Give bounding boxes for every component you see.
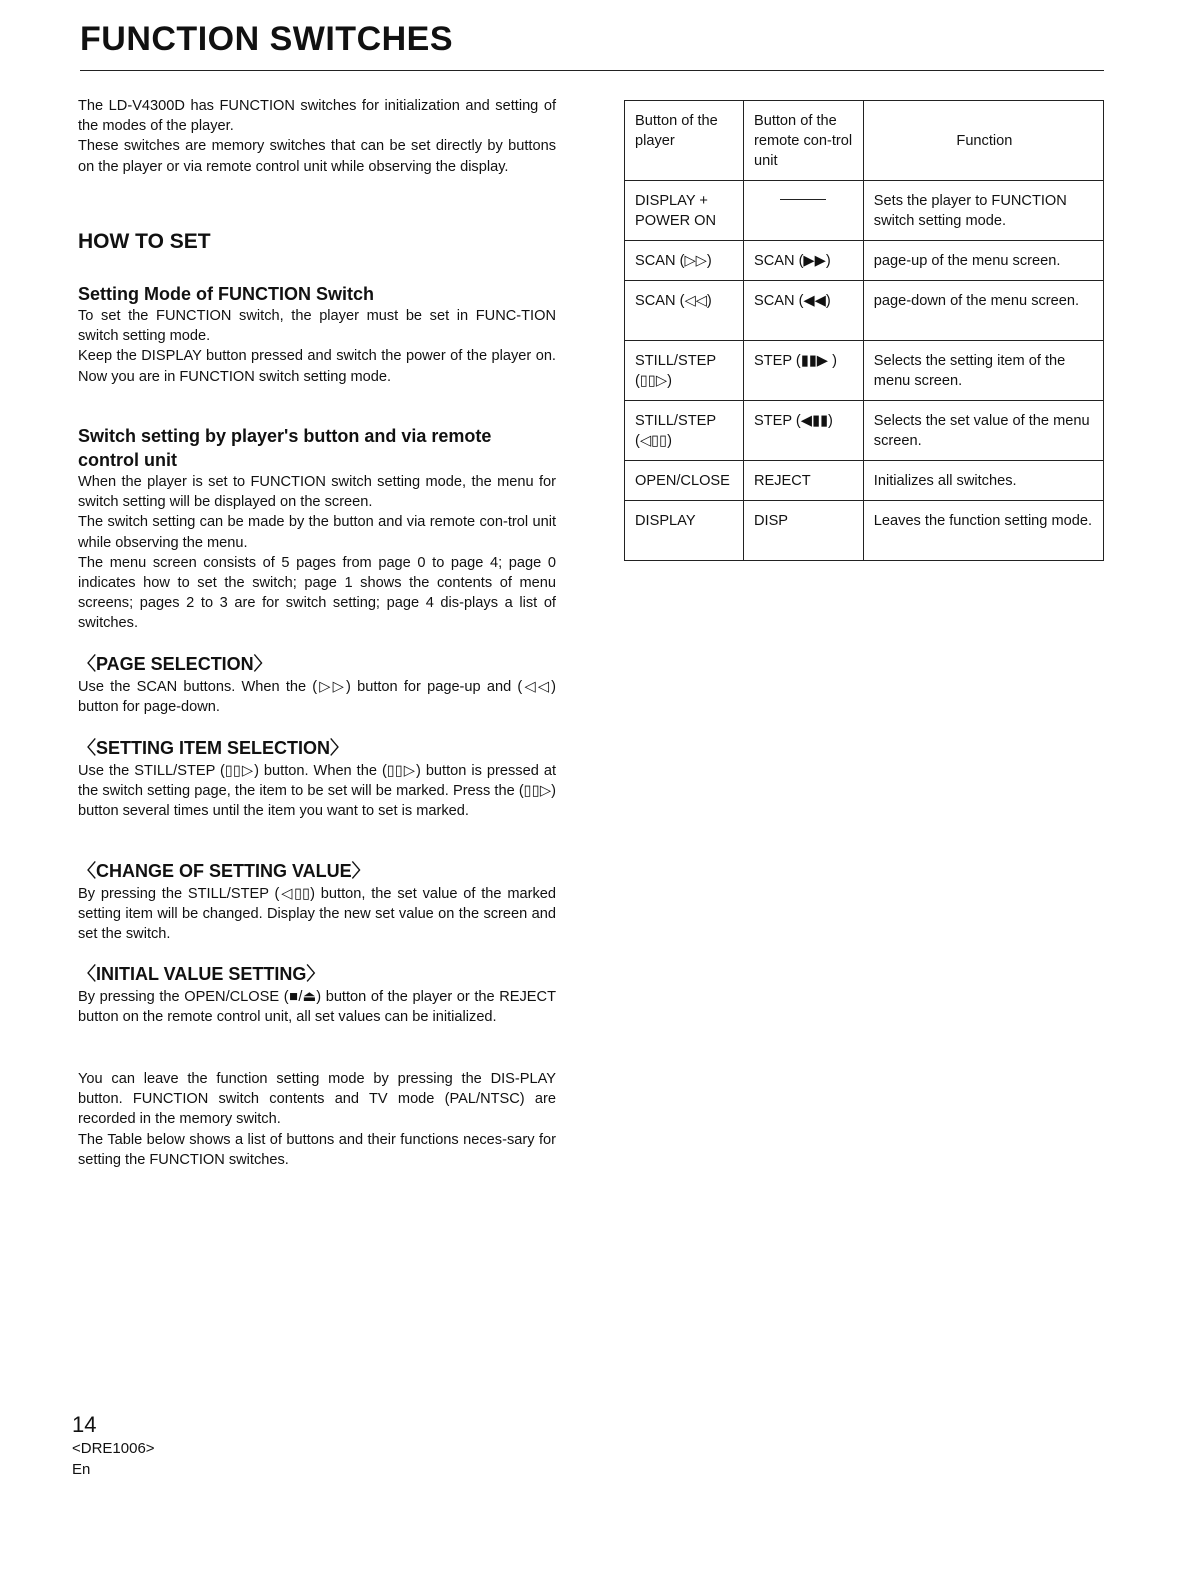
how-to-set-heading [78, 232, 556, 252]
item-selection-section [78, 735, 556, 822]
setting-mode-section [78, 282, 556, 387]
leave-section [78, 1069, 556, 1170]
subsection-heading: 〈PAGE SELECTION〉 [78, 654, 272, 674]
table-cell [743, 181, 863, 241]
page-title: FUNCTION SWITCHES [80, 20, 454, 58]
table-row [625, 281, 1104, 341]
body-paragraph: By pressing the OPEN/CLOSE (■/⏏) button of the player or the REJECT button on the remote control unit, all set values can be initialized. [78, 989, 556, 1026]
table-cell: Selects the setting item of the menu screen. [863, 341, 1103, 401]
body-paragraph: The Table below shows a list of buttons and their functions neces-sary for setting the FUNCTION switches. [78, 1131, 556, 1168]
section-heading: HOW TO SET [78, 230, 211, 253]
change-value-section [78, 858, 556, 945]
table-cell: page-down of the menu screen. [863, 281, 1103, 341]
table-cell: STILL/STEP (◁▯▯) [625, 401, 744, 461]
body-paragraph: By pressing the STILL/STEP (◁▯▯) button, the set value of the marked setting item will be changed. Display the new set value on the screen and set the switch. [78, 886, 556, 943]
column-header: Function [863, 101, 1103, 181]
page-number: 14 [72, 1412, 97, 1437]
table-row [625, 461, 1104, 501]
body-paragraph: When the player is set to FUNCTION switch setting mode, the menu for switch setting will be displayed on the screen. [78, 474, 556, 511]
table-row [625, 181, 1104, 241]
table-cell: OPEN/CLOSE [625, 461, 744, 501]
page-selection-section [78, 651, 556, 717]
intro-paragraph: The LD-V4300D has FUNCTION switches for initialization and setting of the modes of the player. [78, 98, 556, 135]
table-cell: STILL/STEP (▯▯▷) [625, 341, 744, 401]
page-footer [72, 1412, 155, 1480]
body-paragraph: The menu screen consists of 5 pages from page 0 to page 4; page 0 indicates how to set the switch; page 1 shows the contents of menu screens; pages 2 to 3 are for switch setting; page 4 dis-plays a list of switches. [78, 554, 556, 632]
intro-paragraph: These switches are memory switches that can be set directly by buttons on the player or via remote control unit while observing the display. [78, 138, 556, 175]
table-cell: SCAN (◀◀) [743, 281, 863, 341]
initial-value-section [78, 961, 556, 1027]
subsection-heading: 〈SETTING ITEM SELECTION〉 [78, 738, 349, 758]
subsection-heading: Switch setting by player's button and via remote control unit [78, 426, 492, 470]
table-cell: SCAN (◁◁) [625, 281, 744, 341]
body-paragraph: The switch setting can be made by the button and via remote con-trol unit while observing the menu. [78, 514, 556, 551]
body-paragraph: You can leave the function setting mode by pressing the DIS-PLAY button. FUNCTION switch contents and TV mode (PAL/NTSC) are recorded in the memory switch. [78, 1071, 556, 1128]
column-header: Button of the remote con-trol unit [743, 101, 863, 181]
table-cell: DISPLAY + POWER ON [625, 181, 744, 241]
body-paragraph: Keep the DISPLAY button pressed and switch the power of the player on. Now you are in FUNCTION switch setting mode. [78, 348, 556, 385]
subsection-heading: 〈CHANGE OF SETTING VALUE〉 [78, 861, 370, 881]
table-cell: DISP [743, 501, 863, 561]
table-cell: Selects the set value of the menu screen. [863, 401, 1103, 461]
table-cell: page-up of the menu screen. [863, 241, 1103, 281]
dash-mark [780, 199, 826, 200]
column-header: Button of the player [625, 101, 744, 181]
subsection-heading: Setting Mode of FUNCTION Switch [78, 284, 374, 304]
table-header-row [625, 101, 1104, 181]
table-cell: Sets the player to FUNCTION switch setting mode. [863, 181, 1103, 241]
body-paragraph: Use the SCAN buttons. When the (▷▷) button for page-up and (◁◁) button for page-down. [78, 679, 556, 716]
table-cell: STEP (▮▮▶ ) [743, 341, 863, 401]
body-paragraph: To set the FUNCTION switch, the player must be set in FUNC-TION switch setting mode. [78, 308, 556, 345]
table-cell: Leaves the function setting mode. [863, 501, 1103, 561]
table-cell: DISPLAY [625, 501, 744, 561]
table-row [625, 341, 1104, 401]
table-cell: Initializes all switches. [863, 461, 1103, 501]
switch-setting-section [78, 424, 556, 634]
language-code: En [72, 1461, 91, 1478]
table-cell: SCAN (▶▶) [743, 241, 863, 281]
title-rule [80, 70, 1104, 71]
table-cell: SCAN (▷▷) [625, 241, 744, 281]
table-row [625, 401, 1104, 461]
body-paragraph: Use the STILL/STEP (▯▯▷) button. When the (▯▯▷) button is pressed at the switch setting page, the item to be set will be marked. Press the (▯▯▷) button several times until the item you want to set is marked. [78, 763, 556, 820]
table-row [625, 241, 1104, 281]
table-row [625, 501, 1104, 561]
subsection-heading: 〈INITIAL VALUE SETTING〉 [78, 964, 325, 984]
table-cell: REJECT [743, 461, 863, 501]
table-cell: STEP (◀▮▮) [743, 401, 863, 461]
intro [78, 96, 556, 177]
function-table [624, 100, 1104, 561]
document-code: <DRE1006> [72, 1440, 155, 1457]
